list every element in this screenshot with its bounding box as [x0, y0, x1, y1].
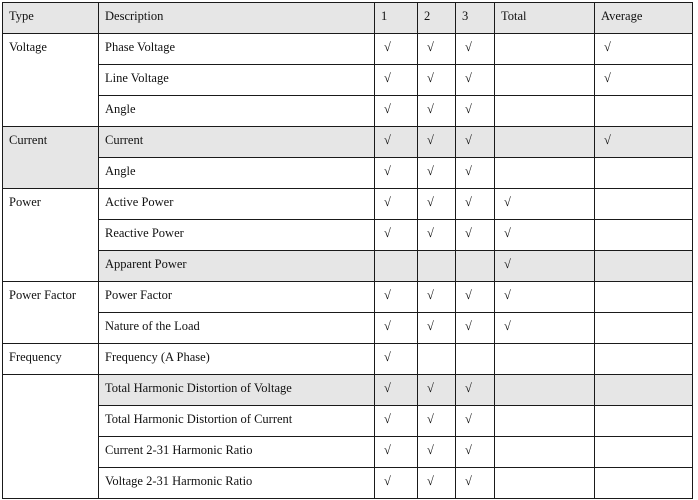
type-cell-frequency: Frequency [3, 344, 99, 375]
phase-3-cell: √ [456, 468, 495, 499]
description-cell: Apparent Power [99, 251, 375, 282]
total-cell [495, 375, 595, 406]
average-cell: √ [595, 65, 693, 96]
header-phase-1: 1 [375, 3, 418, 34]
phase-3-cell: √ [456, 313, 495, 344]
total-cell: √ [495, 189, 595, 220]
average-cell [595, 344, 693, 375]
phase-1-cell: √ [375, 375, 418, 406]
table-row [3, 220, 693, 251]
total-cell [495, 344, 595, 375]
phase-1-cell: √ [375, 313, 418, 344]
average-cell: √ [595, 127, 693, 158]
average-cell [595, 251, 693, 282]
average-cell [595, 189, 693, 220]
table-row [3, 437, 693, 468]
description-cell: Current 2-31 Harmonic Ratio [99, 437, 375, 468]
average-cell [595, 468, 693, 499]
table-row [3, 189, 693, 220]
phase-3-cell: √ [456, 375, 495, 406]
description-cell: Angle [99, 158, 375, 189]
header-average: Average [595, 3, 693, 34]
phase-2-cell: √ [418, 220, 456, 251]
phase-1-cell: √ [375, 344, 418, 375]
phase-3-cell: √ [456, 282, 495, 313]
header-phase-3: 3 [456, 3, 495, 34]
total-cell [495, 65, 595, 96]
phase-3-cell: √ [456, 65, 495, 96]
type-cell-current: Current [3, 127, 99, 189]
total-cell [495, 96, 595, 127]
phase-2-cell: √ [418, 96, 456, 127]
description-cell: Nature of the Load [99, 313, 375, 344]
average-cell [595, 158, 693, 189]
phase-1-cell: √ [375, 189, 418, 220]
phase-2-cell [418, 344, 456, 375]
total-cell [495, 468, 595, 499]
total-cell: √ [495, 282, 595, 313]
total-cell [495, 158, 595, 189]
total-cell [495, 127, 595, 158]
average-cell [595, 282, 693, 313]
table-row [3, 282, 693, 313]
phase-2-cell: √ [418, 34, 456, 65]
description-cell: Voltage 2-31 Harmonic Ratio [99, 468, 375, 499]
header-phase-2: 2 [418, 3, 456, 34]
phase-2-cell [418, 251, 456, 282]
average-cell [595, 406, 693, 437]
description-cell: Line Voltage [99, 65, 375, 96]
phase-1-cell: √ [375, 65, 418, 96]
phase-3-cell: √ [456, 406, 495, 437]
table-row [3, 313, 693, 344]
total-cell [495, 34, 595, 65]
phase-1-cell: √ [375, 158, 418, 189]
average-cell [595, 437, 693, 468]
phase-2-cell: √ [418, 127, 456, 158]
total-cell: √ [495, 220, 595, 251]
total-cell: √ [495, 251, 595, 282]
description-cell: Frequency (A Phase) [99, 344, 375, 375]
phase-1-cell: √ [375, 437, 418, 468]
description-cell: Angle [99, 96, 375, 127]
type-cell-voltage: Voltage [3, 34, 99, 127]
total-cell: √ [495, 313, 595, 344]
total-cell [495, 437, 595, 468]
type-cell-harmonics [3, 375, 99, 499]
table-row [3, 344, 693, 375]
phase-3-cell: √ [456, 158, 495, 189]
description-cell: Current [99, 127, 375, 158]
description-cell: Total Harmonic Distortion of Current [99, 406, 375, 437]
phase-2-cell: √ [418, 375, 456, 406]
phase-3-cell: √ [456, 34, 495, 65]
table-row [3, 65, 693, 96]
phase-3-cell [456, 251, 495, 282]
phase-2-cell: √ [418, 189, 456, 220]
phase-3-cell: √ [456, 189, 495, 220]
header-total: Total [495, 3, 595, 34]
table-row [3, 127, 693, 158]
table-row [3, 34, 693, 65]
header-description: Description [99, 3, 375, 34]
description-cell: Power Factor [99, 282, 375, 313]
phase-2-cell: √ [418, 406, 456, 437]
average-cell [595, 220, 693, 251]
phase-2-cell: √ [418, 313, 456, 344]
phase-3-cell: √ [456, 437, 495, 468]
table-row [3, 251, 693, 282]
measurement-table [2, 2, 693, 499]
phase-1-cell [375, 251, 418, 282]
average-cell [595, 375, 693, 406]
header-type: Type [3, 3, 99, 34]
description-cell: Reactive Power [99, 220, 375, 251]
phase-3-cell: √ [456, 96, 495, 127]
phase-1-cell: √ [375, 220, 418, 251]
type-cell-power-factor: Power Factor [3, 282, 99, 344]
phase-2-cell: √ [418, 65, 456, 96]
phase-1-cell: √ [375, 96, 418, 127]
phase-1-cell: √ [375, 282, 418, 313]
description-cell: Active Power [99, 189, 375, 220]
phase-3-cell: √ [456, 127, 495, 158]
phase-2-cell: √ [418, 158, 456, 189]
phase-2-cell: √ [418, 437, 456, 468]
phase-2-cell: √ [418, 468, 456, 499]
table-row [3, 158, 693, 189]
table-row [3, 96, 693, 127]
total-cell [495, 406, 595, 437]
table-row [3, 406, 693, 437]
phase-1-cell: √ [375, 468, 418, 499]
description-cell: Total Harmonic Distortion of Voltage [99, 375, 375, 406]
type-cell-power: Power [3, 189, 99, 282]
phase-1-cell: √ [375, 34, 418, 65]
table-row [3, 468, 693, 499]
phase-1-cell: √ [375, 406, 418, 437]
average-cell: √ [595, 34, 693, 65]
phase-3-cell: √ [456, 220, 495, 251]
phase-1-cell: √ [375, 127, 418, 158]
phase-3-cell [456, 344, 495, 375]
description-cell: Phase Voltage [99, 34, 375, 65]
average-cell [595, 313, 693, 344]
phase-2-cell: √ [418, 282, 456, 313]
header-row [3, 3, 693, 34]
average-cell [595, 96, 693, 127]
table-row [3, 375, 693, 406]
